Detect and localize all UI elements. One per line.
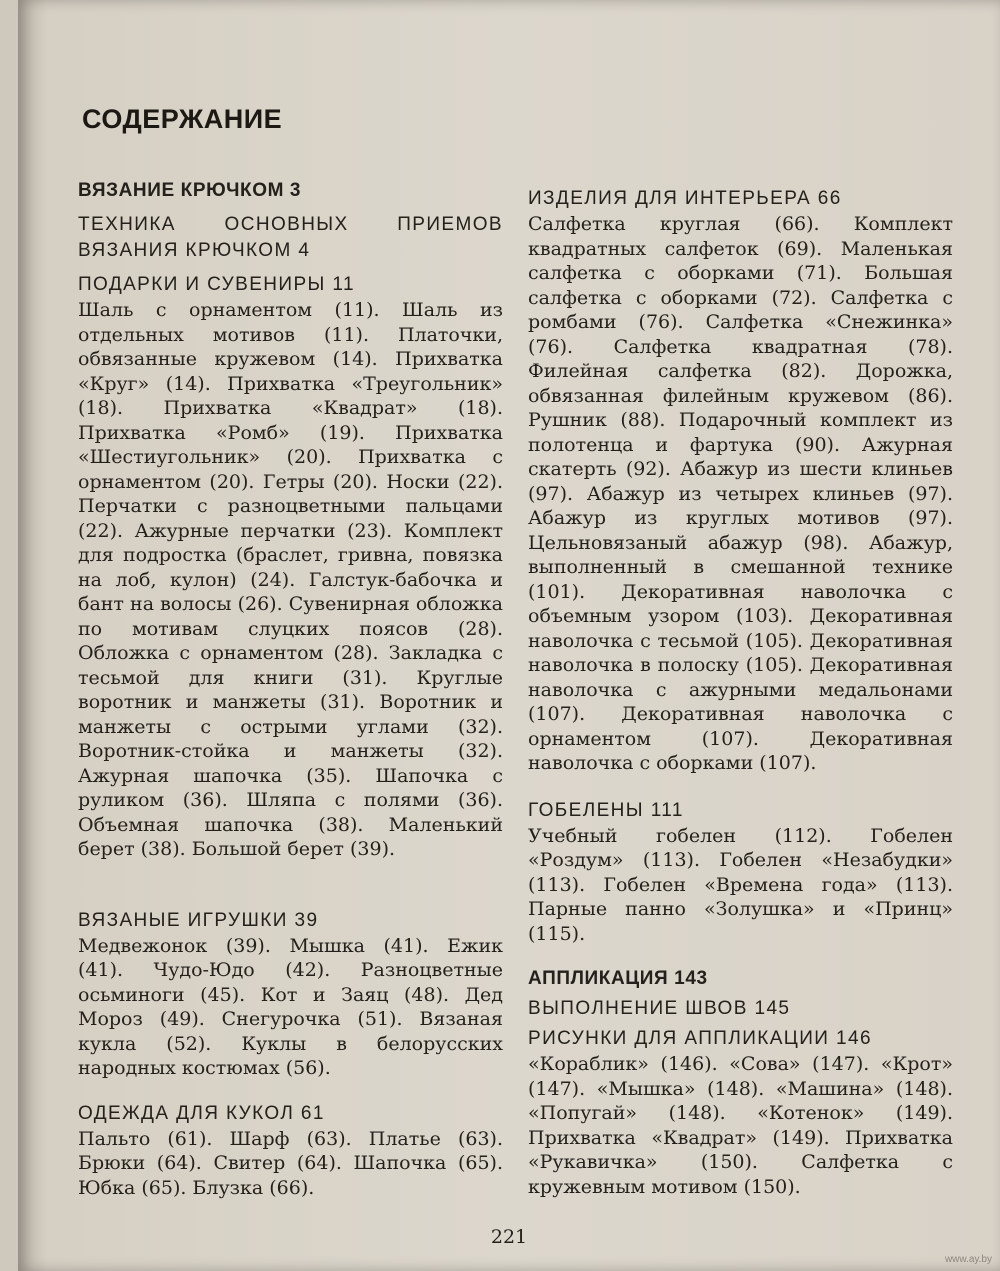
right-column bbox=[528, 186, 953, 1199]
page-title: СОДЕРЖАНИЕ bbox=[82, 104, 283, 134]
section-entries: Шаль с орнаментом (11). Шаль из отдельных мотивов (11). Платочки, обвязанные кружевом (14). Прихватка «Круг» (14). Прихватка «Треугольник» (18). Прихватка «Квадрат» (18). Прихватка «Ромб» (19). Прихватка «Шестиугольник» (20). Прихватка с орнаментом (20). Гетры (20). Носки (22). Перчатки с разноцветными пальцами (22). Ажурные перчатки (23). Комплект для подростка (браслет, гривна, повязка на лоб, кулон) (24). Галстук-бабочка и бант на волосы (26). Сувенирная обложка по мотивам слуцких поясов (28). Обложка с орнаментом (28). Закладка с тесьмой для книги (31). Круглые воротник и манжеты (31). Воротник и манжеты с острыми углами (32). Воротник-стойка и манжеты (32). Ажурная шапочка (35). Шапочка с руликом (36). Шляпа с полями (36). Объемная шапочка (38). Маленький берет (38). Большой берет (39). bbox=[78, 299, 503, 860]
page-number: 221 bbox=[490, 1226, 528, 1248]
section-entries: Салфетка круглая (66). Комплект квадратных салфеток (69). Маленькая салфетка с оборками (71). Большая салфетка с оборками (72). Салфетка с ромбами (76). Салфетка «Снежинка» (76). Салфетка квадратная (78). Филейная салфетка (82). Дорожка, обвязанная филейным кружевом (86). Рушник (88). Подарочный комплект из полотенца и фартука (90). Ажурная скатерть (92). Абажур из шести клиньев (97). Абажур из четырех клиньев (97). Абажур из круглых мотивов (97). Цельновязаный абажур (98). Абажур, выполненный в смешанной технике (101). Декоративная наволочка с объемным узором (103). Декоративная наволочка с тесьмой (105). Декоративная наволочка в полоску (105). Декоративная наволочка с ажурными медальонами (107). Декоративная наволочка с орнаментом (107). Декоративная наволочка с оборками (107). bbox=[528, 213, 953, 774]
section-heading: ВЯЗАНИЕ КРЮЧКОМ 3 bbox=[78, 180, 302, 201]
section-heading: ГОБЕЛЕНЫ 111 bbox=[528, 799, 684, 821]
toc-section bbox=[528, 186, 953, 776]
watermark: www.ay.by bbox=[944, 1254, 992, 1265]
section-entries: «Кораблик» (146). «Сова» (147). «Крот» (147). «Мышка» (148). «Машина» (148). «Попугай» (148). «Котенок» (149). Прихватка «Квадрат» (149). Прихватка «Рукавичка» (150). Салфетка с кружевным мотивом (150). bbox=[528, 1053, 953, 1198]
section-heading: ПОДАРКИ И СУВЕНИРЫ 11 bbox=[78, 274, 355, 295]
section-heading: ВЫПОЛНЕНИЕ ШВОВ 145 bbox=[528, 998, 791, 1019]
toc-section bbox=[78, 178, 503, 204]
toc-section bbox=[528, 966, 953, 992]
toc-section bbox=[528, 996, 953, 1022]
toc-section bbox=[78, 908, 503, 1081]
section-heading: АППЛИКАЦИЯ 143 bbox=[528, 968, 708, 989]
section-entries: Пальто (61). Шарф (63). Платье (63). Брюки (64). Свитер (64). Шапочка (65). Юбка (65). Блузка (66). bbox=[78, 1127, 503, 1199]
section-heading: ВЯЗАНЫЕ ИГРУШКИ 39 bbox=[78, 909, 319, 931]
book-page bbox=[18, 0, 1000, 1271]
toc-section bbox=[78, 212, 503, 264]
toc-section bbox=[528, 798, 953, 947]
section-entries: Учебный гобелен (112). Гобелен «Роздум» (113). Гобелен «Незабудки» (113). Гобелен «Времена года» (113). Парные панно «Золушка» и «Принц» (115). bbox=[528, 824, 953, 945]
toc-section bbox=[78, 272, 503, 862]
section-heading: РИСУНКИ ДЛЯ АППЛИКАЦИИ 146 bbox=[528, 1028, 872, 1049]
section-heading: ОДЕЖДА ДЛЯ КУКОЛ 61 bbox=[78, 1102, 325, 1124]
section-heading: ТЕХНИКА ОСНОВНЫХ ПРИЕМОВ ВЯЗАНИЯ КРЮЧКОМ 4 bbox=[78, 214, 503, 261]
toc-section bbox=[78, 1101, 503, 1201]
toc-section bbox=[528, 1026, 953, 1199]
section-heading: ИЗДЕЛИЯ ДЛЯ ИНТЕРЬЕРА 66 bbox=[528, 188, 842, 209]
section-entries: Медвежонок (39). Мышка (41). Ежик (41). Чудо-Юдо (42). Разноцветные осьминоги (45). Кот и Заяц (48). Дед Мороз (49). Снегурочка (51). Вязаная кукла (52). Куклы в белорусских народных костюмах (56). bbox=[78, 934, 503, 1079]
left-column bbox=[78, 178, 503, 1200]
